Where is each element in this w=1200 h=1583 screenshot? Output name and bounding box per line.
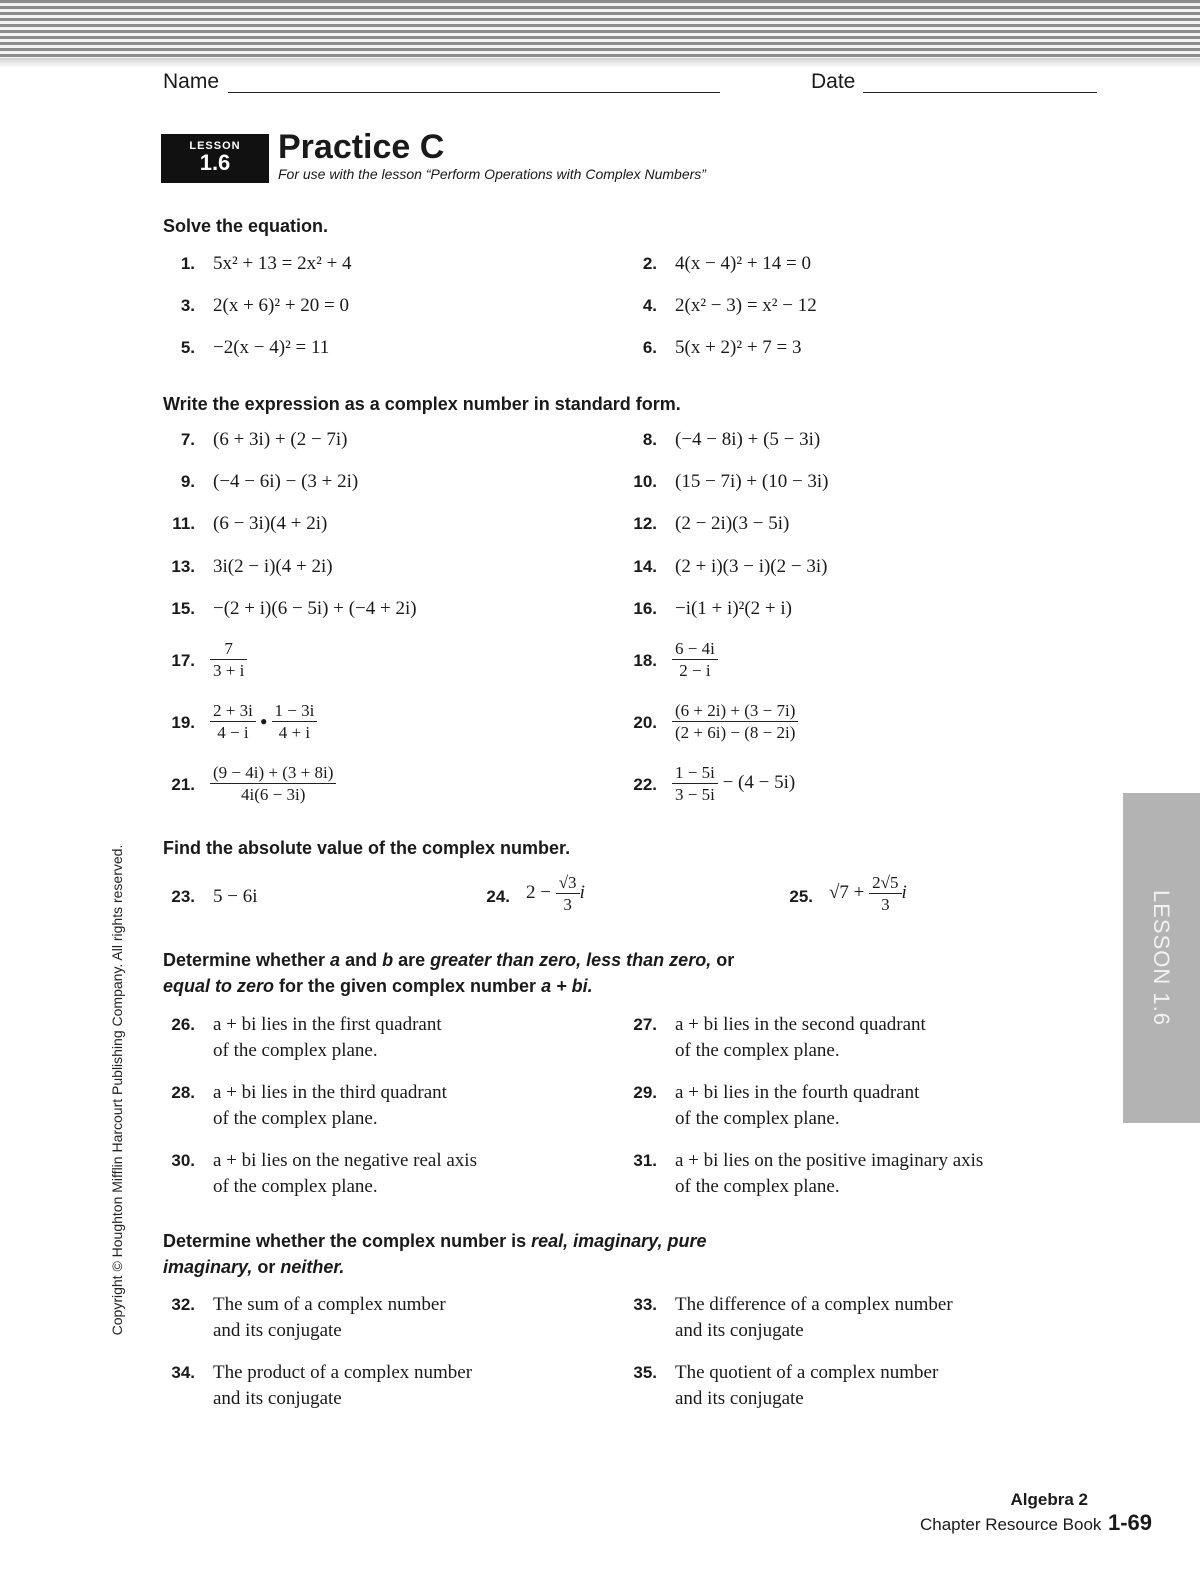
problem-line-1: a + bi lies on the negative real axis [213, 1150, 477, 1171]
problem-expression [526, 872, 585, 915]
problem-line-2: of the complex plane. [675, 1176, 840, 1197]
heading-variable: b [382, 950, 394, 970]
problem-number: 4. [642, 296, 657, 315]
problem-expression [829, 872, 907, 915]
footer-book-subtitle: Chapter Resource Book [920, 1515, 1102, 1534]
heading-variable: a + bi. [541, 976, 593, 996]
fraction [272, 700, 318, 743]
problem-number: 8. [642, 430, 657, 449]
problem-number: 11. [172, 514, 195, 533]
problem-number: 18. [633, 651, 657, 670]
numerator: √3 [556, 872, 580, 894]
section-heading-absolute-value: Find the absolute value of the complex number. [163, 838, 571, 858]
problem-number: 1. [180, 254, 195, 273]
problem-expression: (6 + 3i) + (2 − 7i) [213, 429, 348, 450]
problem-line-1: a + bi lies on the positive imaginary axis [675, 1150, 984, 1171]
problem-expression: 2(x + 6)² + 20 = 0 [213, 295, 349, 316]
problem-number: 7. [180, 430, 195, 449]
denominator: 4 − i [217, 723, 249, 742]
problem-expression: (−4 − 8i) + (5 − 3i) [675, 429, 821, 450]
date-field-line[interactable] [863, 92, 1097, 93]
expression-suffix: i [901, 881, 907, 903]
numerator: 2√5 [869, 872, 901, 894]
problem-line-2: of the complex plane. [213, 1176, 378, 1197]
heading-text: or [252, 1257, 281, 1277]
problem-expression: (2 + i)(3 − i)(2 − 3i) [675, 556, 828, 577]
denominator: 3 − 5i [675, 785, 715, 804]
problem-number: 15. [171, 599, 195, 618]
problem-expression [210, 638, 247, 681]
expression-suffix: i [579, 881, 585, 903]
numerator: (9 − 4i) + (3 + 8i) [210, 762, 336, 784]
multiplication-dot: • [259, 708, 268, 734]
problem-number: 19. [171, 713, 195, 732]
problem-line-2: and its conjugate [675, 1320, 804, 1341]
problem-line-2: and its conjugate [675, 1388, 804, 1409]
numerator: 2 + 3i [210, 700, 256, 722]
heading-text: for the given complex number [274, 976, 542, 996]
heading-emphasis: real, imaginary, pure [531, 1231, 707, 1251]
problem-number: 32. [171, 1295, 195, 1314]
header-stripes [0, 0, 1200, 58]
heading-text: or [711, 950, 735, 970]
problem-number: 2. [642, 254, 657, 273]
problem-number: 3. [180, 296, 195, 315]
heading-text: and [340, 950, 383, 970]
section-heading-classification [163, 1228, 923, 1280]
problem-expression [672, 700, 798, 743]
problem-expression: −2(x − 4)² = 11 [213, 337, 330, 358]
fraction [672, 638, 718, 681]
fraction [210, 700, 256, 743]
problem-number: 23. [171, 887, 195, 906]
problem-line-1: a + bi lies in the fourth quadrant [675, 1082, 920, 1103]
name-label: Name [163, 70, 220, 93]
problem-expression: (−4 − 6i) − (3 + 2i) [213, 471, 359, 492]
page-title: Practice C [278, 128, 445, 166]
denominator: 4i(6 − 3i) [241, 785, 306, 804]
problem-expression: −(2 + i)(6 − 5i) + (−4 + 2i) [213, 598, 417, 619]
lesson-side-tab-label: LESSON 1.6 [1149, 890, 1174, 1026]
problem-expression: 5(x + 2)² + 7 = 3 [675, 337, 802, 358]
problem-expression [210, 762, 336, 805]
problem-number: 5. [180, 338, 195, 357]
lesson-side-tab [1123, 793, 1200, 1123]
problem-number: 29. [633, 1083, 657, 1102]
heading-emphasis: greater than zero, less than zero, [430, 950, 712, 970]
denominator: 3 [881, 895, 890, 914]
problem-expression: 2(x² − 3) = x² − 12 [675, 295, 817, 316]
heading-emphasis: neither. [280, 1257, 345, 1277]
problem-number: 17. [171, 651, 195, 670]
numerator: 1 − 5i [672, 762, 718, 784]
problem-number: 12. [633, 514, 657, 533]
heading-emphasis: imaginary, [163, 1257, 253, 1277]
heading-text: Determine whether the complex number is [163, 1231, 532, 1251]
problem-expression: 5x² + 13 = 2x² + 4 [213, 253, 352, 274]
problem-expression: (6 − 3i)(4 + 2i) [213, 513, 328, 534]
copyright-notice: Copyright © Houghton Mifflin Harcourt Publishing Company. All rights reserved. [109, 844, 125, 1336]
section-heading-quadrants [163, 947, 923, 999]
problem-line-1: The product of a complex number [213, 1362, 473, 1383]
problem-number: 30. [171, 1151, 195, 1170]
expression-prefix: 2 − [526, 881, 556, 903]
problem-expression: −i(1 + i)²(2 + i) [675, 598, 792, 619]
lesson-badge [161, 134, 269, 183]
date-label: Date [811, 70, 856, 93]
numerator: 1 − 3i [272, 700, 318, 722]
problem-line-1: a + bi lies in the second quadrant [675, 1014, 926, 1035]
problem-number: 21. [171, 775, 195, 794]
heading-emphasis: equal to zero [163, 976, 275, 996]
problem-line-1: The difference of a complex number [675, 1294, 953, 1315]
denominator: 3 [563, 895, 572, 914]
heading-variable: a [330, 950, 341, 970]
problem-number: 13. [171, 557, 195, 576]
problem-number: 25. [789, 887, 813, 906]
problem-expression: 5 − 6i [213, 886, 258, 907]
heading-text: are [393, 950, 431, 970]
section-heading-standard-form: Write the expression as a complex number in standard form. [163, 394, 681, 414]
problem-line-2: of the complex plane. [675, 1108, 840, 1129]
problem-expression: (2 − 2i)(3 − 5i) [675, 513, 790, 534]
numerator: (6 + 2i) + (3 − 7i) [672, 700, 798, 722]
problem-number: 28. [171, 1083, 195, 1102]
expression-tail: − (4 − 5i) [717, 771, 796, 793]
problem-line-1: The quotient of a complex number [675, 1362, 939, 1383]
fraction [210, 638, 247, 681]
problem-number: 35. [633, 1363, 657, 1382]
problem-number: 27. [633, 1015, 657, 1034]
problem-number: 22. [633, 775, 657, 794]
problem-line-2: of the complex plane. [213, 1108, 378, 1129]
problem-number: 9. [180, 472, 195, 491]
expression-prefix: √7 + [829, 881, 870, 903]
fraction [210, 762, 336, 805]
fraction [672, 700, 798, 743]
problem-line-1: a + bi lies in the third quadrant [213, 1082, 447, 1103]
denominator: (2 + 6i) − (8 − 2i) [675, 723, 796, 742]
section-heading-solve: Solve the equation. [163, 216, 329, 236]
problem-line-2: of the complex plane. [675, 1040, 840, 1061]
page-number: 1-69 [1108, 1510, 1153, 1535]
problem-number: 10. [633, 472, 657, 491]
problem-number: 6. [642, 338, 657, 357]
numerator: 7 [210, 638, 247, 660]
lesson-badge-number: 1.6 [199, 150, 231, 175]
problem-expression [672, 638, 718, 681]
problem-number: 33. [633, 1295, 657, 1314]
denominator: 4 + i [278, 723, 311, 742]
problem-line-2: and its conjugate [213, 1320, 342, 1341]
problem-line-1: a + bi lies in the first quadrant [213, 1014, 442, 1035]
problem-number: 26. [171, 1015, 195, 1034]
heading-text: Determine whether [163, 950, 331, 970]
denominator: 2 − i [679, 661, 711, 680]
denominator: 3 + i [213, 661, 245, 680]
problem-expression: 4(x − 4)² + 14 = 0 [675, 253, 811, 274]
problem-expression [210, 700, 317, 743]
fraction [869, 872, 901, 915]
problem-expression [672, 762, 795, 805]
problem-number: 34. [171, 1363, 195, 1382]
problem-expression: 3i(2 − i)(4 + 2i) [213, 556, 333, 577]
problem-number: 31. [633, 1151, 657, 1170]
problem-line-2: of the complex plane. [213, 1040, 378, 1061]
numerator: 6 − 4i [672, 638, 718, 660]
problem-number: 24. [486, 887, 510, 906]
name-field-line[interactable] [228, 92, 720, 93]
fraction [672, 762, 718, 805]
footer-book-title: Algebra 2 [1010, 1490, 1088, 1509]
lesson-badge-label: LESSON [189, 140, 241, 152]
problem-number: 16. [633, 599, 657, 618]
problem-line-1: The sum of a complex number [213, 1294, 446, 1315]
problem-number: 14. [633, 557, 657, 576]
page-subtitle: For use with the lesson “Perform Operations with Complex Numbers” [278, 166, 706, 182]
problem-expression: (15 − 7i) + (10 − 3i) [675, 471, 829, 492]
problem-number: 20. [633, 713, 657, 732]
fraction [556, 872, 580, 915]
problem-line-2: and its conjugate [213, 1388, 342, 1409]
